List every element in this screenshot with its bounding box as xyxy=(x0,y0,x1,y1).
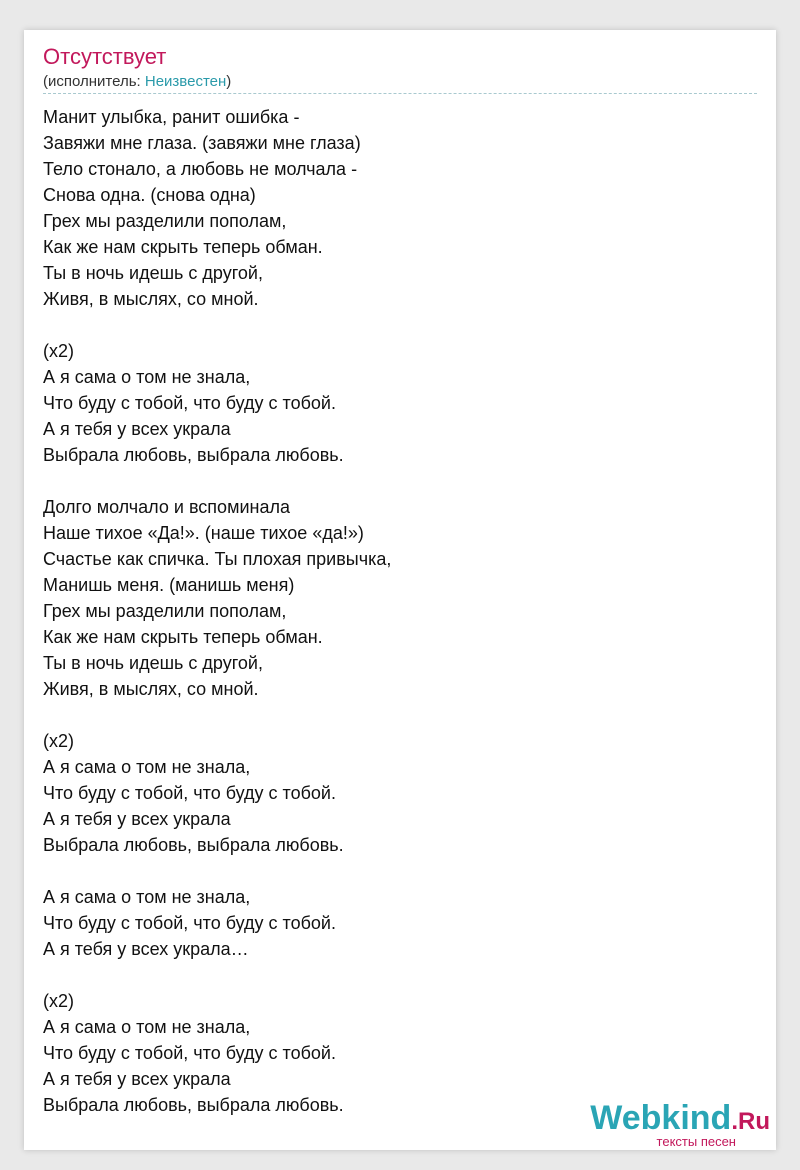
lyric-line: А я сама о том не знала, xyxy=(43,757,251,777)
lyric-line: Что буду с тобой, что буду с тобой. xyxy=(43,913,336,933)
lyric-line: А я сама о том не знала, xyxy=(43,367,251,387)
lyric-line xyxy=(43,468,391,494)
artist-suffix: ) xyxy=(226,73,232,90)
lyric-line: Ты в ночь идешь с другой, xyxy=(43,263,263,283)
lyric-line: (x2) xyxy=(43,991,74,1011)
lyric-line: Ты в ночь идешь с другой, xyxy=(43,653,263,673)
lyric-line: Как же нам скрыть теперь обман. xyxy=(43,237,323,257)
lyric-line xyxy=(43,858,391,884)
lyric-line: Долго молчало и вспоминала xyxy=(43,497,290,517)
lyrics-text xyxy=(43,104,391,1118)
lyric-line: Выбрала любовь, выбрала любовь. xyxy=(43,835,344,855)
lyric-line xyxy=(43,702,391,728)
artist-prefix: (исполнитель: xyxy=(43,73,145,90)
artist-link[interactable]: Неизвестен xyxy=(144,73,227,90)
artist-line xyxy=(43,72,231,92)
lyric-line: Живя, в мыслях, со мной. xyxy=(43,289,259,309)
lyric-line: (x2) xyxy=(43,341,74,361)
lyric-line xyxy=(43,962,391,988)
lyric-line: Грех мы разделили пополам, xyxy=(43,601,287,621)
lyric-line: (x2) xyxy=(43,731,74,751)
lyric-line: Выбрала любовь, выбрала любовь. xyxy=(43,445,344,465)
logo-tld: .Ru xyxy=(731,1108,770,1135)
lyric-line: Завяжи мне глаза. (завяжи мне глаза) xyxy=(43,133,361,153)
lyric-line xyxy=(43,312,391,338)
song-title: Отсутствует xyxy=(43,44,167,69)
lyric-line: Как же нам скрыть теперь обман. xyxy=(43,627,323,647)
lyric-line: Манишь меня. (манишь меня) xyxy=(43,575,295,595)
lyric-line: Что буду с тобой, что буду с тобой. xyxy=(43,783,336,803)
lyric-line: Что буду с тобой, что буду с тобой. xyxy=(43,393,336,413)
lyric-line: А я тебя у всех украла xyxy=(43,1069,231,1089)
logo-name: Webkind xyxy=(590,1099,732,1137)
lyric-line: А я тебя у всех украла… xyxy=(43,939,249,959)
logo-tagline: тексты песен xyxy=(656,1134,736,1149)
lyric-line: А я тебя у всех украла xyxy=(43,419,231,439)
lyric-line: Выбрала любовь, выбрала любовь. xyxy=(43,1095,344,1115)
lyric-line: Грех мы разделили пополам, xyxy=(43,211,287,231)
lyric-line: Наше тихое «Да!». (наше тихое «да!») xyxy=(43,523,364,543)
lyric-line: Живя, в мыслях, со мной. xyxy=(43,679,259,699)
lyric-line: Счастье как спичка. Ты плохая привычка, xyxy=(43,549,392,569)
lyric-line: Манит улыбка, ранит ошибка - xyxy=(43,107,300,127)
lyric-line: Что буду с тобой, что буду с тобой. xyxy=(43,1043,336,1063)
lyric-line: Снова одна. (снова одна) xyxy=(43,185,256,205)
lyric-line: А я тебя у всех украла xyxy=(43,809,231,829)
title-divider xyxy=(43,93,757,94)
lyric-line: А я сама о том не знала, xyxy=(43,887,251,907)
lyric-line: Тело стонало, а любовь не молчала - xyxy=(43,159,358,179)
lyric-line: А я сама о том не знала, xyxy=(43,1017,251,1037)
webkind-logo[interactable] xyxy=(590,1100,770,1149)
